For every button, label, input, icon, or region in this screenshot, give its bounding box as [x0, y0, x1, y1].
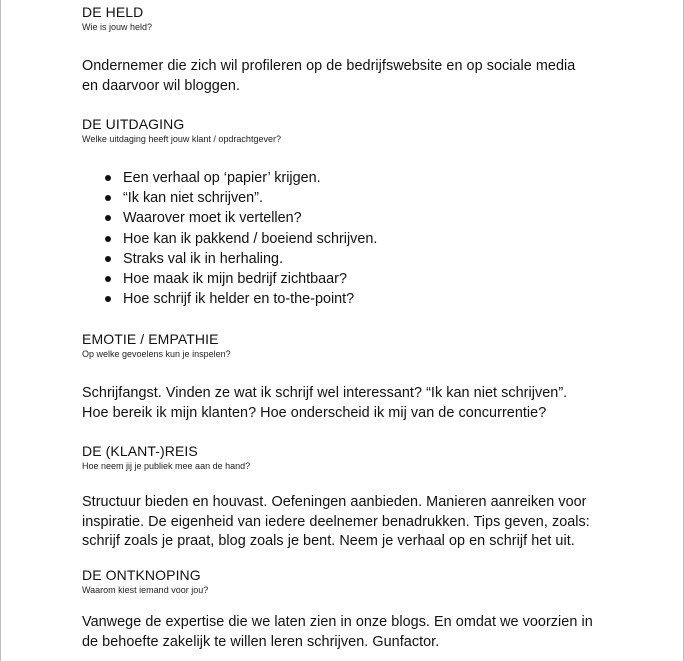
list-item: [82, 269, 642, 289]
bullet-icon: [105, 215, 111, 221]
body-line: inspiratie. De eigenheid van iedere deelnemer benadrukken. Tips geven, zoals:: [82, 513, 590, 530]
section-heading: DE UITDAGING: [82, 116, 185, 132]
list-item-text: Hoe schrijf ik helder en to-the-point?: [123, 291, 355, 308]
body-line: schrijf zoals je praat, blog zoals je bent. Neem je verhaal op en schrijf het uit.: [82, 533, 575, 549]
list-item-text: Straks val ik in herhaling.: [123, 250, 283, 267]
list-item: [82, 188, 642, 208]
section-body: [82, 613, 642, 652]
section-heading: DE ONTKNOPING: [82, 567, 201, 583]
section-subheading: Wie is jouw held?: [82, 22, 153, 32]
list-item: [82, 289, 642, 309]
section-subheading: Hoe neem jij je publiek mee aan de hand?: [82, 461, 251, 471]
bullet-icon: [105, 236, 111, 242]
list-item-text: “Ik kan niet schrijven”.: [123, 190, 263, 207]
section-de-uitdaging: [82, 116, 642, 145]
list-item: [82, 208, 642, 228]
body-line: Structuur bieden en houvast. Oefeningen aanbieden. Manieren aanreiken voor: [82, 494, 587, 510]
page-border-left: [0, 0, 1, 661]
bullet-icon: [105, 256, 111, 262]
list-item-text: Hoe kan ik pakkend / boeiend schrijven.: [123, 230, 378, 247]
section-heading: DE HELD: [82, 4, 144, 20]
section-heading: EMOTIE / EMPATHIE: [82, 331, 219, 347]
body-line: Hoe bereik ik mijn klanten? Hoe onderscheid ik mij van de concurrentie?: [82, 404, 547, 421]
bullet-icon: [105, 195, 111, 201]
body-line: Schrijfangst. Vinden ze wat ik schrijf wel interessant? “Ik kan niet schrijven”.: [82, 385, 568, 401]
body-line: Vanwege de expertise die we laten zien in onze blogs. En omdat we voorzien in: [82, 614, 593, 630]
section-klant-reis: [82, 443, 642, 472]
body-line: Ondernemer die zich wil profileren op de bedrijfswebsite en op sociale media: [82, 58, 576, 74]
section-subheading: Waarom kiest iemand voor jou?: [82, 585, 209, 595]
section-subheading: Welke uitdaging heeft jouw klant / opdrachtgever?: [82, 134, 281, 144]
section-de-held: [82, 4, 642, 33]
section-de-ontknoping: [82, 567, 642, 596]
body-line: en daarvoor wil bloggen.: [82, 77, 241, 94]
list-item: [82, 249, 642, 269]
challenge-bullet-list: [82, 168, 642, 309]
bullet-icon: [105, 175, 111, 181]
bullet-icon: [105, 276, 111, 282]
list-item-text: Hoe maak ik mijn bedrijf zichtbaar?: [123, 271, 347, 288]
section-body: [82, 384, 642, 423]
bullet-icon: [105, 296, 111, 302]
list-item: [82, 229, 642, 249]
list-item-text: Waarover moet ik vertellen?: [123, 210, 302, 227]
section-heading: DE (KLANT-)REIS: [82, 443, 198, 459]
section-body: [82, 493, 642, 552]
body-line: de behoefte zakelijk te willen leren schrijven. Gunfactor.: [82, 633, 440, 650]
list-item: [82, 168, 642, 188]
section-emotie-empathie: [82, 331, 642, 360]
list-item-text: Een verhaal op ‘papier’ krijgen.: [123, 170, 321, 186]
section-body: [82, 57, 642, 96]
section-subheading: Op welke gevoelens kun je inspelen?: [82, 349, 231, 359]
